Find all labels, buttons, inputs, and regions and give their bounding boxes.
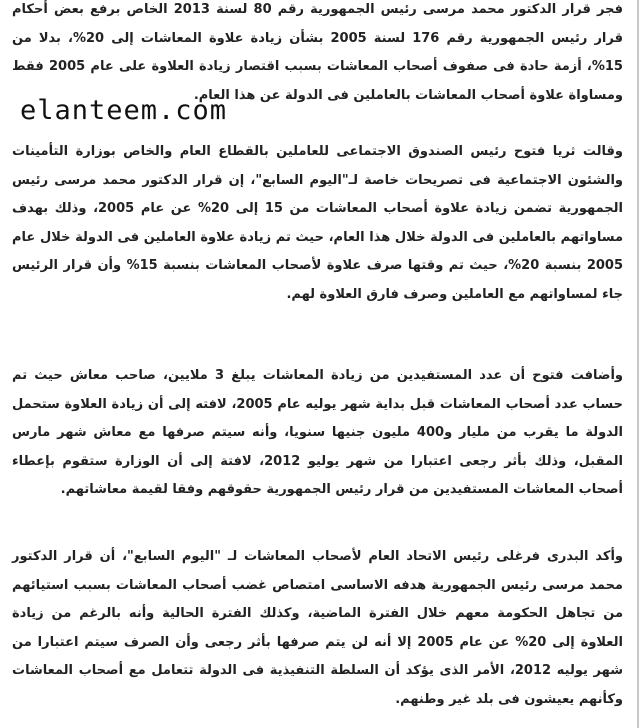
article-paragraph: وأضافت فتوح أن عدد المستفيدين من زيادة المعاشات يبلغ 3 ملايين، صاحب معاش حيث تم حساب عدد أصحاب المعاشات قبل بداية شهر يوليه عام 2005، لافته إلى أن زيادة العلاوة ستحمل الدولة ما يقرب من مليار و400 مليون جنيها سنويا، وأنه سيتم صرفها مع معاش شهر مارس المقبل، وذلك بأثر رجعى اعتبارا من شهر يوليو 2012، لافتة إلى أن الوزارة ستقوم بإعطاء أصحاب المعاشات المستفيدين من قرار رئيس الجمهورية حقوقهم وفقا لقيمة معاشاتهم.	[12, 368, 624, 497]
article-paragraph: فجر قرار الدكتور محمد مرسى رئيس الجمهورية رقم 80 لسنة 2013 الخاص برفع بعض أحكام قرار رئيس الجمهورية رقم 176 لسنة 2005 بشأن زيادة علاوة المعاشات إلى 20%، بدلا من 15%، أزمة حادة فى صفوف أصحاب المعاشات بسبب اقتصار زيادة العلاوة على عام 2005 فقط ومساواة علاوة أصحاب المعاشات بالعاملين فى الدولة عن هذا العام.	[12, 2, 623, 103]
watermark: elanteem.com	[20, 95, 228, 126]
article-paragraph: وأكد البدرى فرغلى رئيس الاتحاد العام لأصحاب المعاشات لـ "اليوم السابع"، أن قرار الدكتور محمد مرسى رئيس الجمهورية هدفه الاساسى امتصاص غضب أصحاب المعاشات بسبب استيائهم من تجاهل الحكومة معهم خلال الفترة الماضية، وكذلك الفترة الحالية وأنه بالرغم من زيادة العلاوة إلى 20% عن عام 2005 إلا أنه لن يتم صرفها بأثر رجعى وأن الصرف سيتم اعتبارا من شهر يوليه 2012، الأمر الذى يؤكد أن السلطة التنفيذية فى الدولة تتعامل مع أصحاب المعاشات وكأنهم يعيشون فى بلد غير وطنهم.	[12, 549, 624, 707]
article-paragraph: وقالت ثريا فتوح رئيس الصندوق الاجتماعى للعاملين بالقطاع العام والخاص بوزارة التأمينات والشئون الاجتماعية فى تصريحات خاصة لـ"اليوم السابع"، إن قرار الدكتور محمد مرسى رئيس الجمهورية تضمن زيادة علاوة أصحاب المعاشات من 15 إلى 20% عن عام 2005، وذلك بهدف مساواتهم بالعاملين فى الدولة خلال هذا العام، حيث تم زيادة علاوة العاملين فى الدولة خلال عام 2005 بنسبة 20%، حيث تم وقتها صرف علاوة لأصحاب المعاشات بنسبة 15% وأن قرار الرئيس جاء لمساواتهم مع العاملين وصرف فارق العلاوة لهم.	[12, 144, 623, 302]
